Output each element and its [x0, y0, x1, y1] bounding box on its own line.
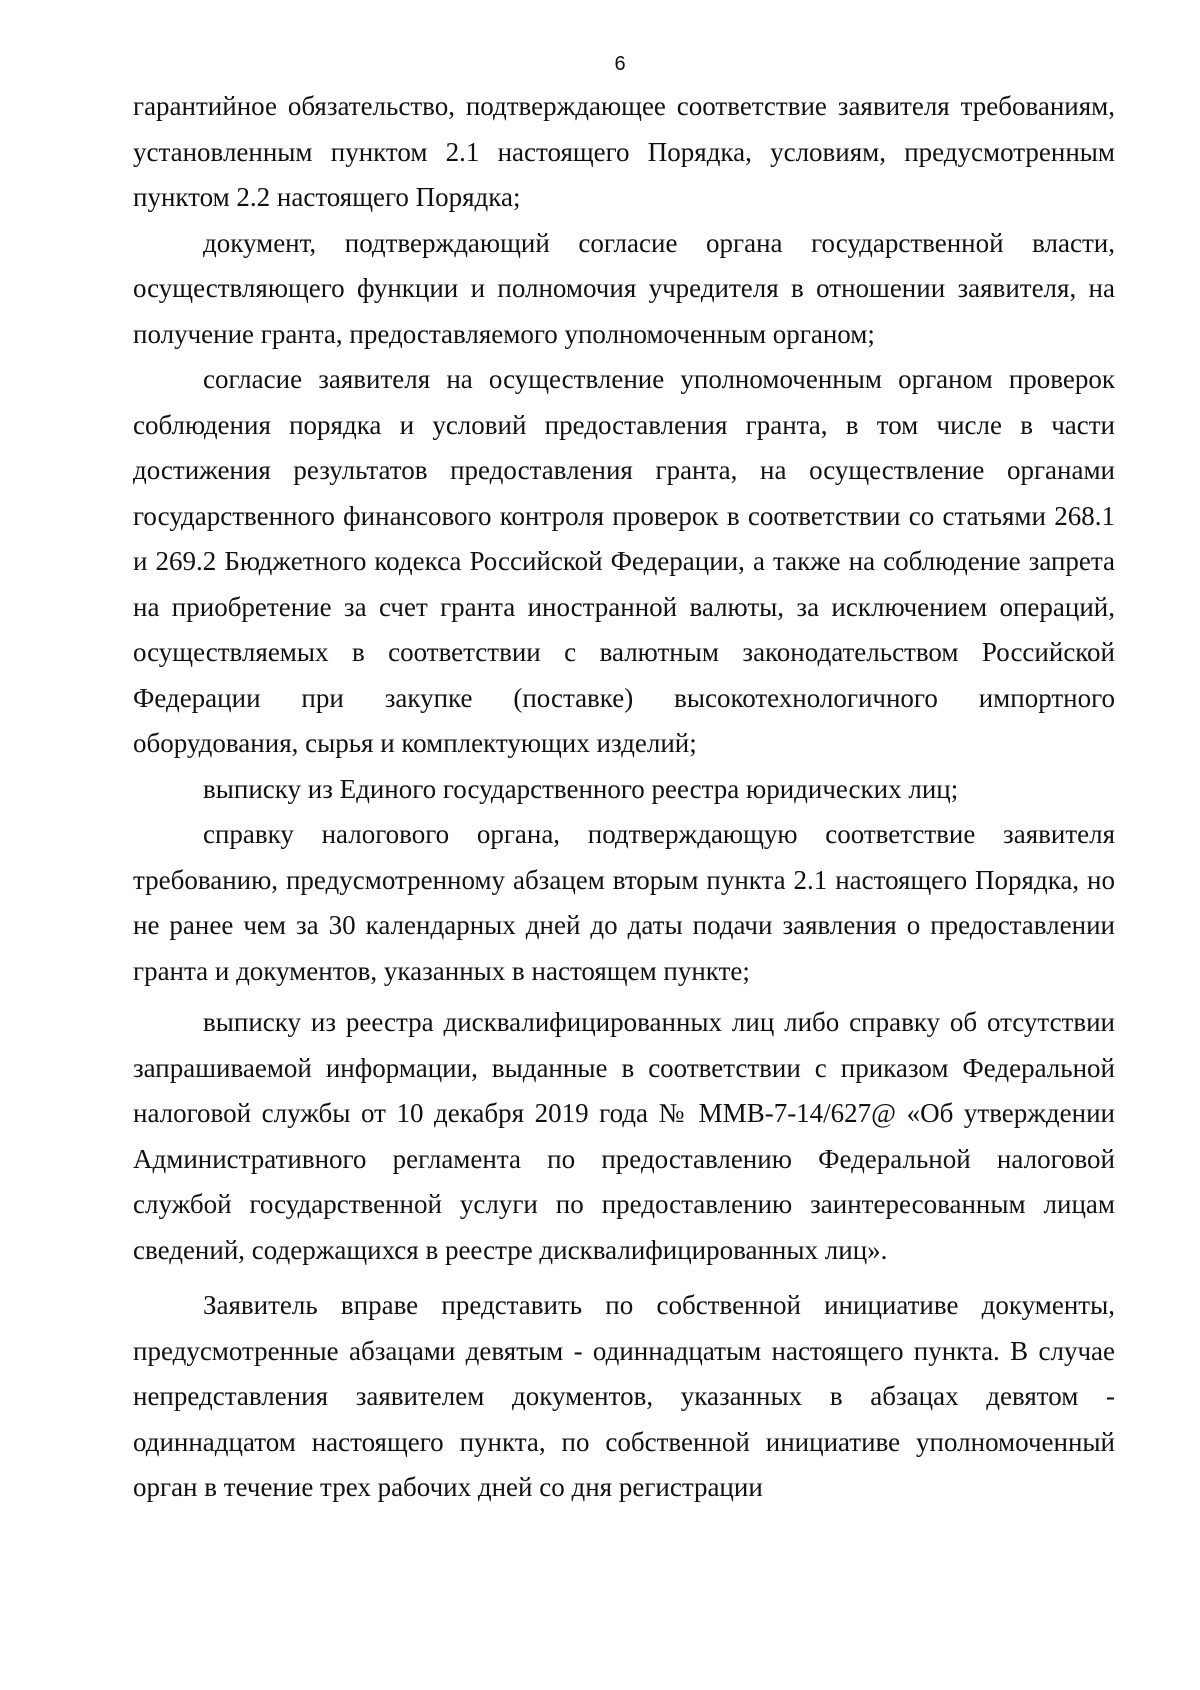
paragraph-consent-document: документ, подтверждающий согласие органа государственной власти, осуществляющего функции и полномочия учредителя в отношении заявителя, на получение гранта, предоставляемого уполномоченным органом;	[133, 227, 1115, 349]
page-number: 6	[614, 53, 626, 75]
paragraph-tax-certificate: справку налогового органа, подтверждающую соответствие заявителя требованию, предусмотренному абзацем вторым пункта 2.1 настоящего Порядка, но не ранее чем за 30 календарных дней до даты подачи заявления о предоставлении гранта и документов, указанных в настоящем пункте;	[133, 819, 1115, 986]
paragraph-inspection-consent: согласие заявителя на осуществление уполномоченным органом проверок соблюдения порядка и условий предоставления гранта, в том числе в части достижения результатов предоставления гранта, на осуществление органами государственного финансового контроля проверок в соответствии со статьями 268.1 и 269.2 Бюджетного кодекса Российской Федерации, а также на соблюдение запрета на приобретение за счет гранта иностранной валюты, за исключением операций, осуществляемых в соответствии с валютным законодательством Российской Федерации при закупке (поставке) высокотехнологичного импортного оборудования, сырья и комплектующих изделий;	[133, 364, 1115, 758]
paragraph-disqualified-registry: выписку из реестра дисквалифицированных лиц либо справку об отсутствии запрашиваемой информации, выданные в соответствии с приказом Федеральной налоговой службы от 10 декабря 2019 года № ММВ-7-14/627@ «Об утверждении Административного регламента по предоставлению Федеральной налоговой службой государственной услуги по предоставлению заинтересованным лицам сведений, содержащихся в реестре дисквалифицированных лиц».	[133, 1007, 1115, 1265]
paragraph-guarantee-obligation: гарантийное обязательство, подтверждающее соответствие заявителя требованиям, установленным пунктом 2.1 настоящего Порядка, условиям, предусмотренным пунктом 2.2 настоящего Порядка;	[133, 91, 1115, 212]
paragraph-applicant-right: Заявитель вправе представить по собственной инициативе документы, предусмотренные абзацами девятым - одиннадцатым настоящего пункта. В случае непредставления заявителем документов, указанных в абзацах девятом - одиннадцатом настоящего пункта, по собственной инициативе уполномоченный орган в течение трех рабочих дней со дня регистрации	[133, 1290, 1115, 1502]
document-body	[133, 84, 1115, 1511]
paragraph-egrul-extract: выписку из Единого государственного реестра юридических лиц;	[203, 773, 959, 804]
